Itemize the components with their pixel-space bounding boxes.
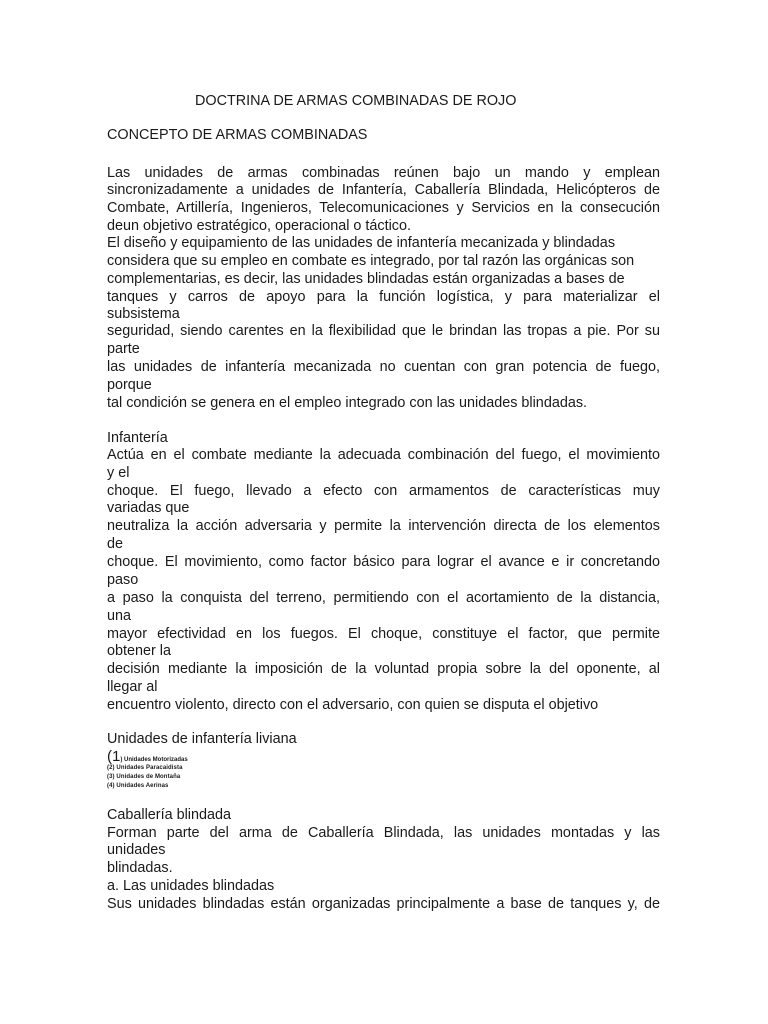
list-item: [107, 748, 188, 765]
paragraph-line: choque. El movimiento, como factor básico para lograr el avance e ir concretando: [107, 554, 660, 570]
paragraph-line: paso: [107, 572, 139, 588]
document-title: DOCTRINA DE ARMAS COMBINADAS DE ROJO: [195, 93, 517, 109]
paragraph-line: choque. El fuego, llevado a efecto con armamentos de características muy: [107, 483, 660, 499]
paragraph-line: blindadas.: [107, 860, 173, 876]
paragraph-line: las unidades de infantería mecanizada no cuentan con gran potencia de fuego,: [107, 359, 660, 375]
paragraph-line: unidades: [107, 842, 166, 858]
paragraph-line: obtener la: [107, 643, 172, 659]
paragraph-line: neutraliza la acción adversaria y permite la intervención directa de los elementos: [107, 518, 660, 534]
subheading-unidades-blindadas: a. Las unidades blindadas: [107, 878, 275, 894]
paragraph-line: Las unidades de armas combinadas reúnen bajo un mando y emplean: [107, 165, 660, 181]
paragraph-line: porque: [107, 377, 152, 393]
paragraph-line: sincronizadamente a unidades de Infantería, Caballería Blindada, Helicópteros de: [107, 182, 660, 198]
paragraph-line: El diseño y equipamiento de las unidades de infantería mecanizada y blindadas: [107, 235, 616, 251]
paragraph-line: considera que su empleo en combate es integrado, por tal razón las orgánicas son: [107, 253, 635, 269]
paragraph-line: Sus unidades blindadas están organizadas principalmente a base de tanques y, de: [107, 896, 660, 912]
list-item: (4) Unidades Aerinas: [107, 783, 169, 789]
paragraph-line: seguridad, siendo carentes en la flexibilidad que le brindan las tropas a pie. Por su: [107, 323, 660, 339]
paragraph-line: tal condición se genera en el empleo integrado con las unidades blindadas.: [107, 395, 588, 411]
paragraph-line: subsistema: [107, 306, 180, 322]
paragraph-line: tanques y carros de apoyo para la función logística, y para materializar el: [107, 289, 660, 305]
paragraph-line: decisión mediante la imposición de la voluntad propia sobre la del oponente, al: [107, 661, 660, 677]
paragraph-line: Actúa en el combate mediante la adecuada combinación del fuego, el movimiento: [107, 447, 660, 463]
section-heading-infanteria: Infantería: [107, 430, 168, 446]
paragraph-line: deun objetivo estratégico, operacional o táctico.: [107, 218, 411, 234]
paragraph-line: variadas que: [107, 500, 190, 516]
list-item: (3) Unidades de Montaña: [107, 774, 181, 780]
paragraph-line: una: [107, 608, 132, 624]
paragraph-line: Forman parte del arma de Caballería Blindada, las unidades montadas y las: [107, 825, 660, 841]
paragraph-line: llegar al: [107, 679, 158, 695]
paragraph-line: a paso la conquista del terreno, permitiendo con el acortamiento de la distancia,: [107, 590, 660, 606]
paragraph-line: mayor efectividad en los fuegos. El choque, constituye el factor, que permite: [107, 626, 660, 642]
paragraph-line: parte: [107, 341, 140, 357]
section-heading-concepto: CONCEPTO DE ARMAS COMBINADAS: [107, 127, 368, 143]
list-item-text: ) Unidades Motorizadas: [120, 757, 188, 763]
paragraph-line: y el: [107, 465, 130, 481]
paragraph-line: complementarias, es decir, las unidades blindadas están organizadas a bases de: [107, 271, 625, 287]
paragraph-line: de: [107, 536, 124, 552]
paragraph-line: encuentro violento, directo con el adversario, con quien se disputa el objetivo: [107, 697, 599, 713]
section-heading-infanteria-liviana: Unidades de infantería liviana: [107, 731, 297, 747]
list-item: (2) Unidades Paracaidista: [107, 765, 183, 771]
list-item-marker: (1: [107, 748, 121, 765]
section-heading-caballeria: Caballería blindada: [107, 807, 232, 823]
paragraph-line: Combate, Artillería, Ingenieros, Telecomunicaciones y Servicios en la consecución: [107, 200, 660, 216]
